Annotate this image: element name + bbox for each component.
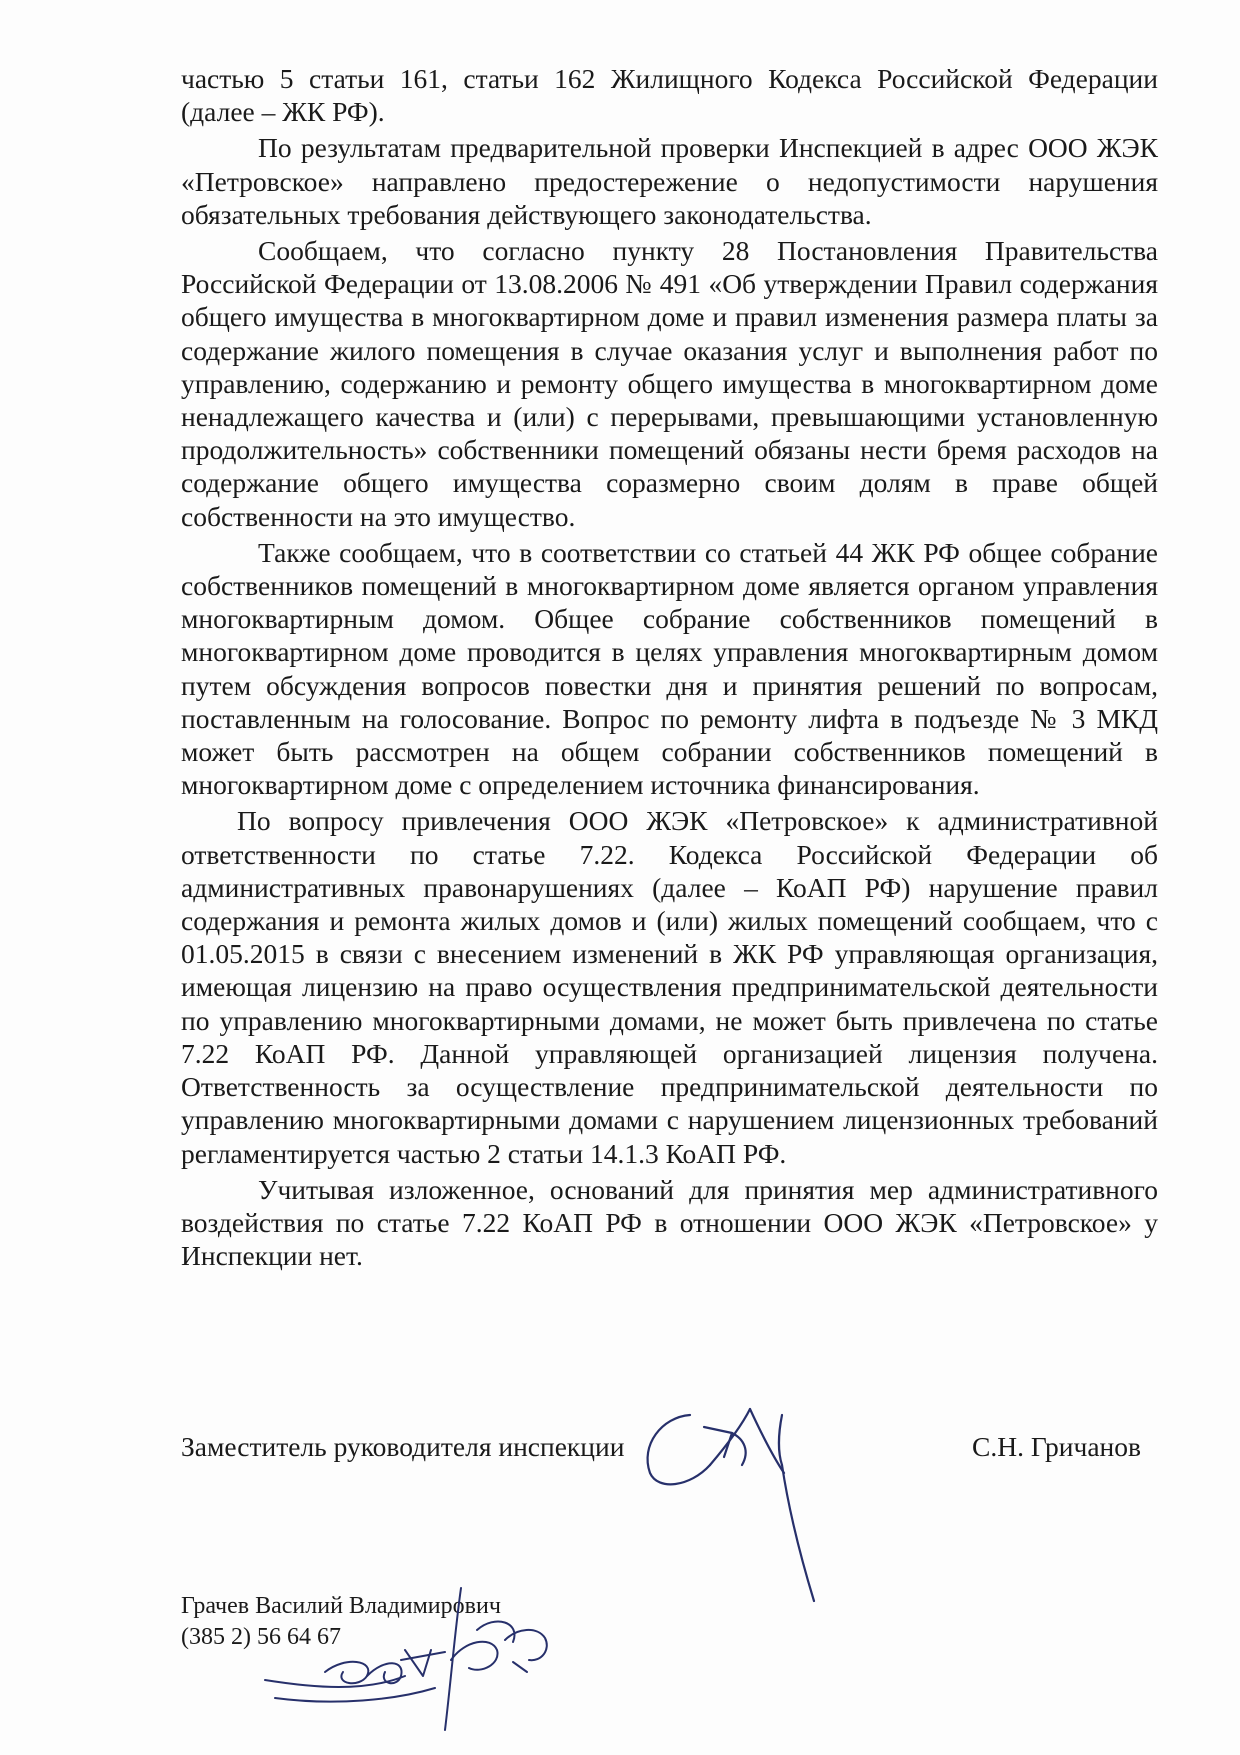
paragraph-conclusion: Учитывая изложенное, оснований для принятия мер административного воздействия по статье 7.22 КоАП РФ в отношении ООО ЖЭК «Петровское» у Инспекции нет.: [181, 1173, 1158, 1272]
signatory-name: С.Н. Гричанов: [972, 1431, 1141, 1462]
paragraph-administrative-liability: По вопросу привлечения ООО ЖЭК «Петровское» к административной ответственности по статье 7.22. Кодекса Российской Федерации об административных правонарушениях (далее – КоАП РФ) нарушение правил содержания и ремонта жилых домов и (или) жилых помещений сообщаем, что с 01.05.2015 в связи с внесением изменений в ЖК РФ управляющая организация, имеющая лицензию на право осуществления предпринимательской деятельности по управлению многоквартирными домами, не может быть привлечена по статье 7.22 КоАП РФ. Данной управляющей организацией лицензия получена. Ответственность за осуществление предпринимательской деятельности по управлению многоквартирными домами с нарушением лицензионных требований регламентируется частью 2 статьи 14.1.3 КоАП РФ.: [181, 805, 1158, 1169]
executor-phone: (385 2) 56 64 67: [181, 1624, 341, 1650]
paragraph-general-meeting: Также сообщаем, что в соответствии со статьей 44 ЖК РФ общее собрание собственников помещений в многоквартирном доме является органом управления многоквартирным домом. Общее собрание собственников помещений в многоквартирном доме проводится в целях управления многоквартирным домом путем обсуждения вопросов повестки дня и принятия решений по вопросам, поставленным на голосование. Вопрос по ремонту лифта в подъезде № 3 МКД может быть рассмотрен на общем собрании собственников помещений в многоквартирном доме с определением источника финансирования.: [181, 536, 1158, 801]
handwritten-signature-executor: [255, 1580, 585, 1740]
handwritten-signature-main: [632, 1395, 832, 1615]
letter-body: [181, 62, 1158, 1275]
paragraph-preliminary-check: По результатам предварительной проверки Инспекцией в адрес ООО ЖЭК «Петровское» направлено предостережение о недопустимости нарушения обязательных требования действующего законодательства.: [181, 132, 1158, 230]
executor-name: Грачев Василий Владимирович: [181, 1593, 501, 1619]
signatory-position: Заместитель руководителя инспекции: [181, 1431, 625, 1462]
paragraph-continuation: частью 5 статьи 161, статьи 162 Жилищного Кодекса Российской Федерации (далее – ЖК РФ).: [181, 63, 1158, 128]
paragraph-government-decree: Сообщаем, что согласно пункту 28 Постановления Правительства Российской Федерации от 13.08.2006 № 491 «Об утверждении Правил содержания общего имущества в многоквартирном доме и правил изменения размера платы за содержание жилого помещения в случае оказания услуг и выполнения работ по управлению, содержанию и ремонту общего имущества в многоквартирном доме ненадлежащего качества и (или) с перерывами, превышающими установленную продолжительность» собственники помещений обязаны нести бремя расходов на содержание общего имущества соразмерно своим долям в праве общей собственности на это имущество.: [181, 235, 1158, 532]
